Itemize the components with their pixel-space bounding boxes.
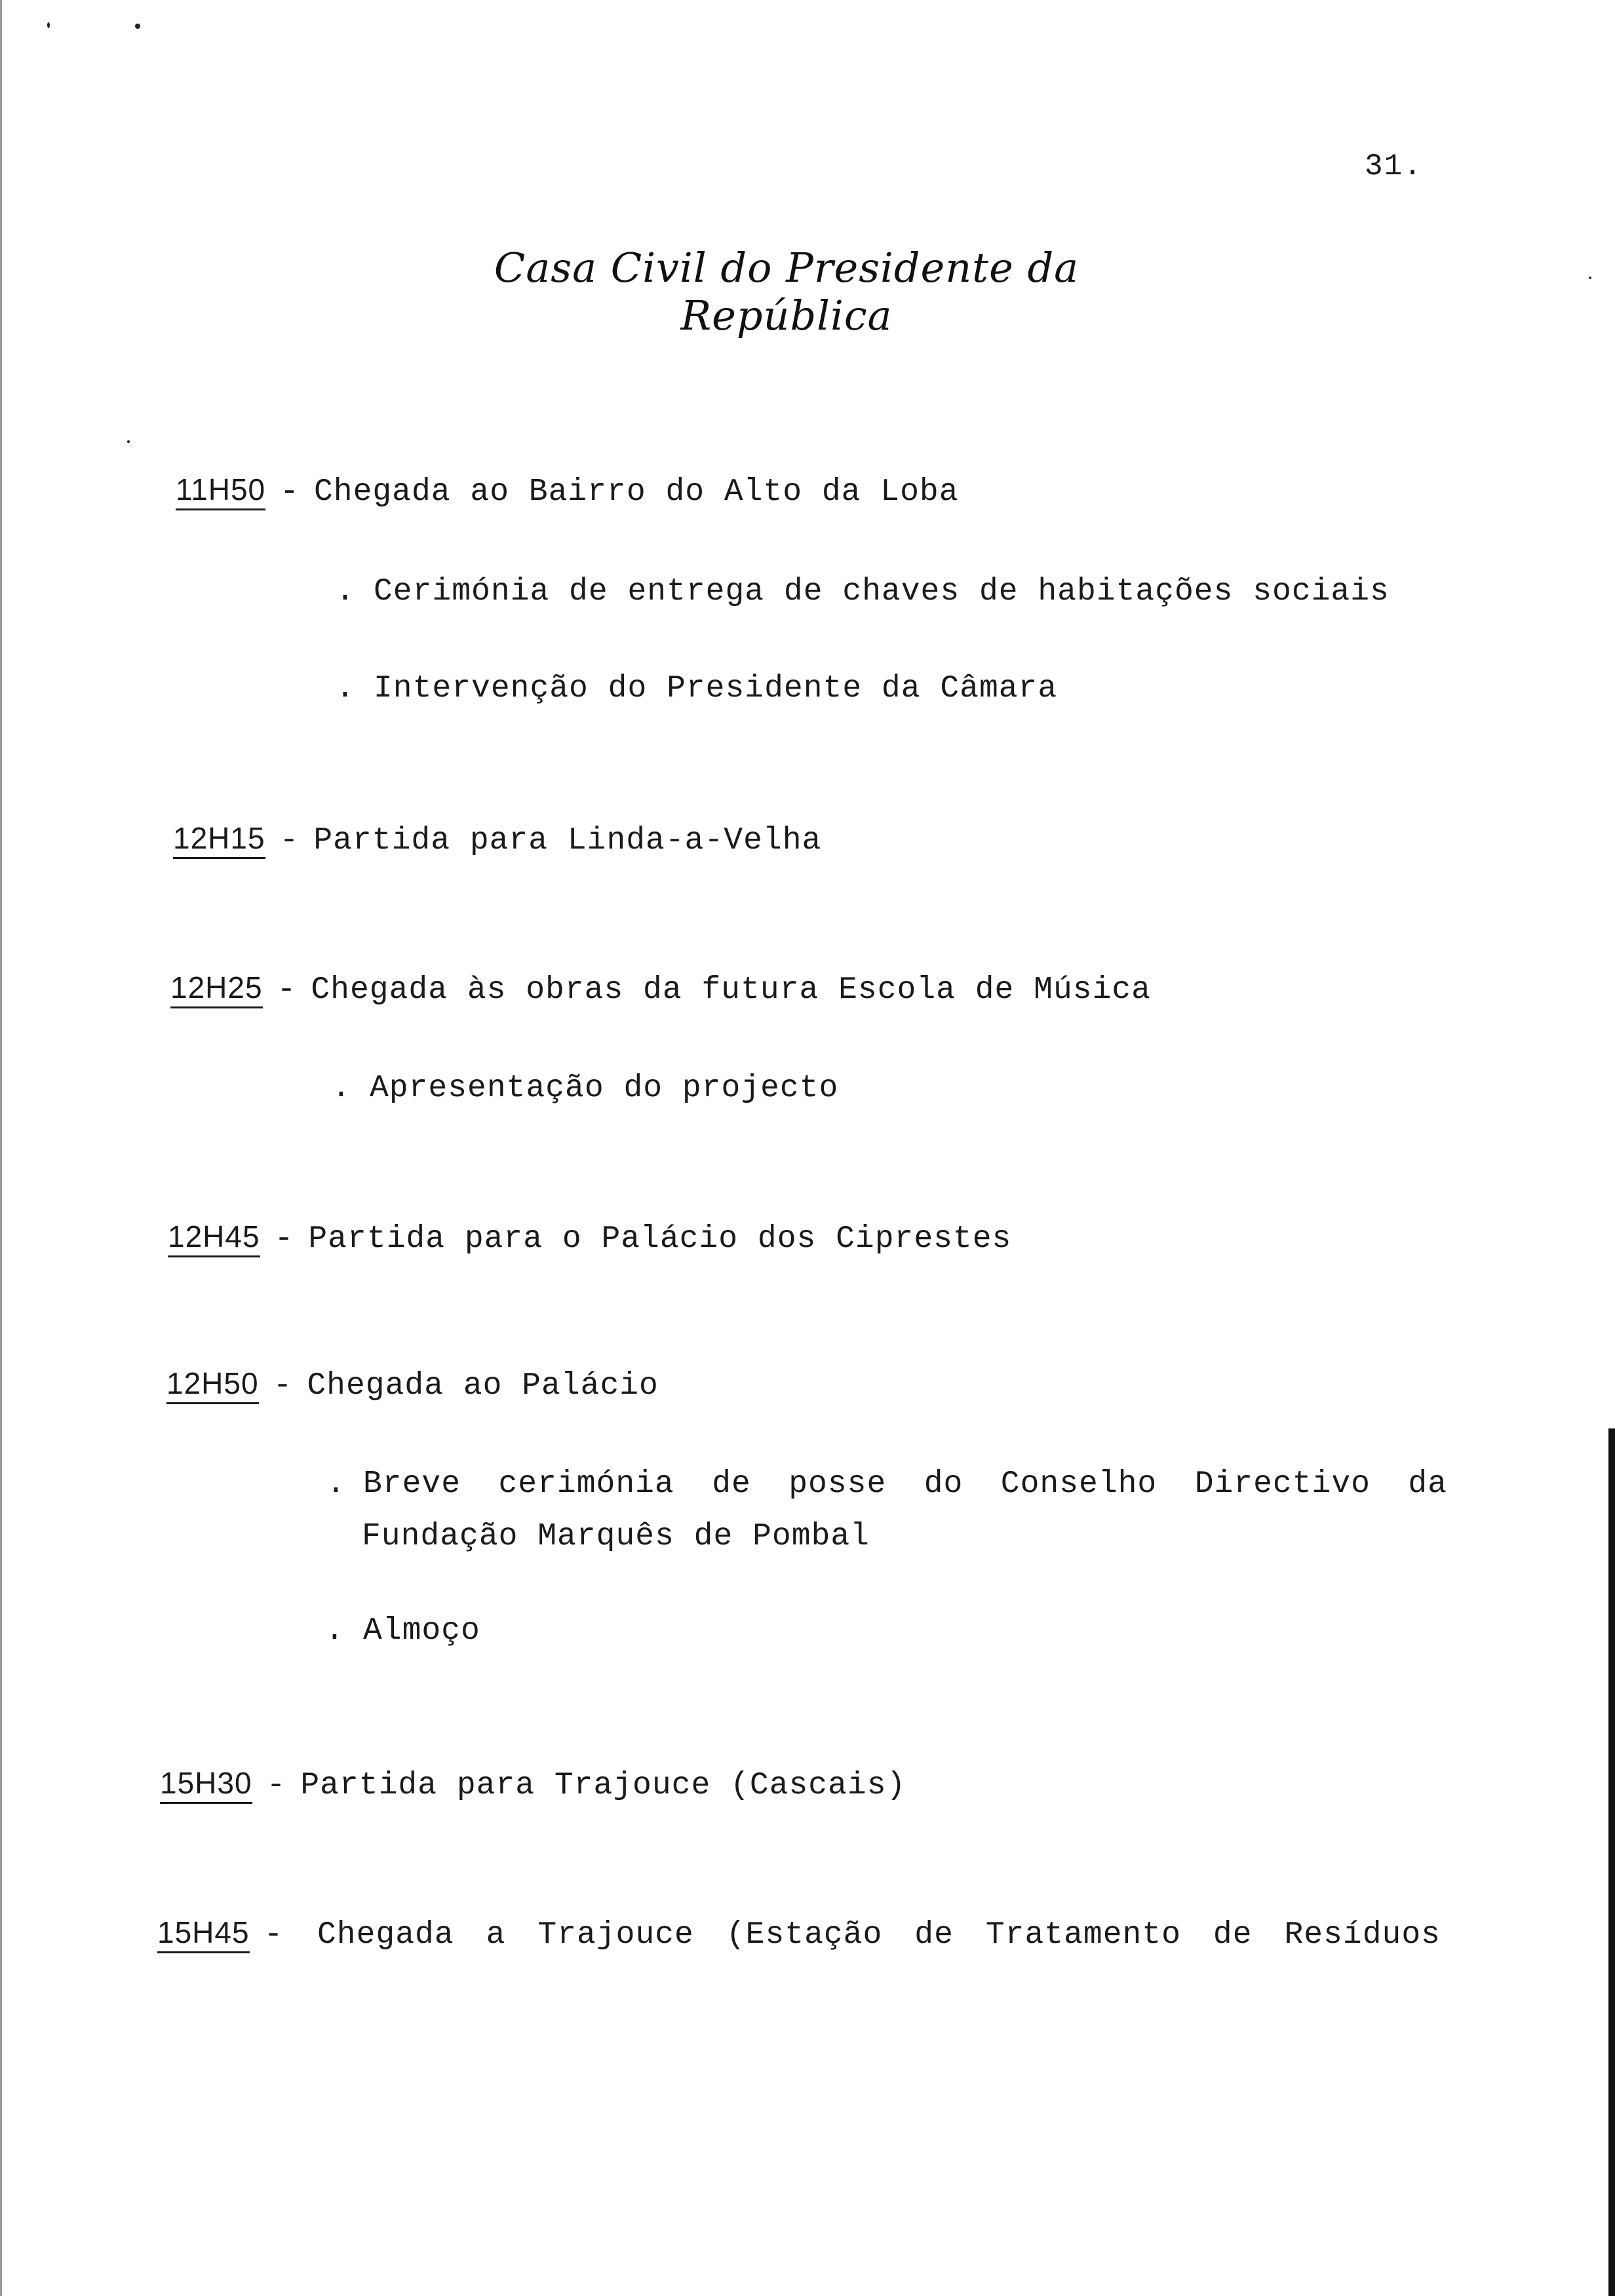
page-number: 31. — [1365, 149, 1423, 183]
entry-description: Partida para o Palácio dos Ciprestes — [308, 1221, 1012, 1257]
bullet: . — [325, 1613, 345, 1649]
entry-description: Chegada ao Bairro do Alto da Loba — [313, 474, 959, 510]
schedule-entry: 12H45 - Partida para o Palácio dos Ciprestes — [168, 1219, 1012, 1257]
bullet: . — [332, 1071, 351, 1106]
word: Resíduos — [1284, 1917, 1441, 1953]
list-item-text: Apresentação do projecto — [370, 1071, 839, 1106]
list-item-line — [363, 1466, 1447, 1502]
word: posse — [788, 1466, 887, 1502]
word: Breve — [363, 1466, 461, 1502]
word: Directivo — [1194, 1466, 1371, 1502]
scan-speck — [47, 22, 50, 28]
scan-edge-right — [1608, 1428, 1615, 2296]
word: da — [1408, 1466, 1447, 1502]
time-label: 12H45 — [168, 1219, 260, 1257]
word: cerimónia — [498, 1466, 674, 1502]
entry-description: Partida para Linda-a-Velha — [313, 823, 822, 858]
list-item-text: Cerimónia de entrega de chaves de habitações sociais — [374, 574, 1390, 609]
bullet: . — [336, 574, 355, 609]
word: de — [712, 1466, 751, 1502]
word: de — [1213, 1917, 1253, 1953]
time-label: 15H45 — [157, 1915, 250, 1953]
word: (Estação — [726, 1917, 883, 1953]
time-label: 12H50 — [166, 1366, 259, 1404]
word: Tratamento — [985, 1917, 1181, 1953]
list-item-text: Intervenção do Presidente da Câmara — [374, 671, 1058, 706]
scan-speck — [135, 24, 140, 29]
schedule-entry: 12H25 - Chegada às obras da futura Escola de Música — [170, 970, 1151, 1008]
schedule-entry: 15H45 - — [157, 1915, 284, 1953]
schedule-entry: 15H30 - Partida para Trajouce (Cascais) — [160, 1766, 906, 1803]
list-item-continuation: Fundação Marquês de Pombal — [362, 1519, 870, 1554]
word: Conselho — [1000, 1466, 1158, 1502]
list-item — [336, 671, 1057, 706]
time-label: 11H50 — [176, 472, 265, 510]
bullet: . — [326, 1466, 346, 1502]
scan-speck — [1589, 277, 1591, 279]
word: a — [486, 1917, 506, 1953]
entry-description — [317, 1917, 1441, 1953]
time-label: 15H30 — [160, 1765, 252, 1804]
list-item — [336, 574, 1390, 609]
scan-edge-left — [0, 0, 2, 2296]
list-item-bullet — [326, 1466, 346, 1502]
word: do — [924, 1466, 963, 1502]
schedule-entry: 12H15 - Partida para Linda-a-Velha — [173, 821, 822, 858]
schedule-entry: 12H50 - Chegada ao Palácio — [166, 1366, 659, 1404]
word: Chegada — [317, 1917, 454, 1953]
word: de — [914, 1917, 954, 1953]
word: Trajouce — [537, 1917, 694, 1953]
list-item — [332, 1071, 838, 1106]
entry-description: Partida para Trajouce (Cascais) — [300, 1768, 906, 1803]
list-item-text: Almoço — [363, 1613, 480, 1649]
time-label: 12H15 — [173, 820, 265, 859]
entry-description: Chegada ao Palácio — [307, 1368, 659, 1404]
schedule-entry: 11H50 - Chegada ao Bairro do Alto da Loba — [176, 472, 959, 510]
time-label: 12H25 — [170, 970, 263, 1008]
list-item — [325, 1613, 480, 1649]
scan-speck — [127, 440, 130, 443]
letterhead: Casa Civil do Presidente da República — [494, 244, 1080, 339]
entry-description: Chegada às obras da futura Escola de Música — [311, 972, 1151, 1008]
bullet: . — [336, 671, 355, 706]
